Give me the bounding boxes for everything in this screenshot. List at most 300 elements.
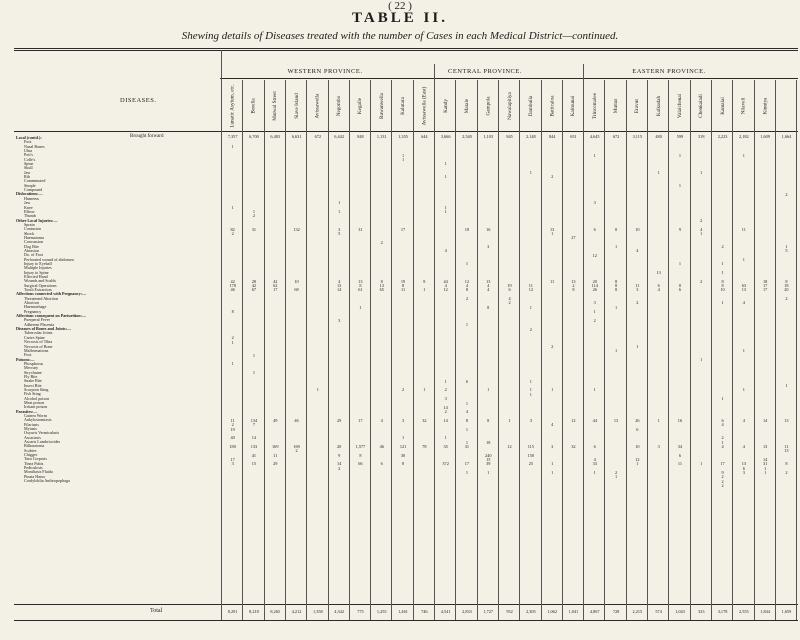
table-cell: 1 [529, 378, 532, 384]
table-cell: 2 [295, 448, 298, 454]
disease-row-label: Threatened Abortion [24, 296, 58, 301]
disease-row-label: Pregnancy [24, 309, 42, 314]
table-cell: 4 [465, 283, 469, 289]
table-cell: 63 [741, 283, 746, 289]
table-cell: 1 [742, 256, 745, 262]
top-rule [14, 48, 798, 49]
column-header-label: Nawalapitiya [506, 92, 513, 120]
table-cell: 1 [316, 387, 319, 393]
table-cell: 40 [230, 435, 235, 441]
table-cell: 6 [465, 378, 469, 384]
total-value: 4,342 [334, 609, 344, 614]
table-cell: 4 [465, 409, 469, 415]
column-rule [775, 80, 776, 620]
table-cell: 1 [742, 152, 745, 158]
total-value: 1,844 [760, 609, 770, 614]
brought-forward-value: 845 [506, 134, 513, 139]
table-cell: 4 [657, 287, 660, 293]
brought-forward-value: 318 [698, 134, 705, 139]
disease-row-label: Bilharzioma [24, 444, 45, 449]
disease-row-label: Shock [24, 231, 35, 236]
brought-forward-value: 1,131 [376, 134, 387, 139]
table-cell: 13 [656, 270, 661, 275]
table-cell: 16 [486, 226, 491, 232]
table-cell: 11 [741, 226, 746, 232]
table-cell: 1 [678, 152, 682, 158]
column-header-label: Eravur [634, 98, 641, 114]
table-cell: 121 [399, 444, 407, 449]
table-cell: 4 [700, 226, 703, 232]
column-rule [583, 64, 584, 620]
column-header [757, 82, 773, 130]
table-cell: 2 [700, 217, 703, 223]
table-cell: 5 [338, 230, 341, 236]
table-cell: 2 [721, 243, 724, 249]
column-header-label: Kalkudah [655, 95, 662, 117]
table-cell: 14 [762, 457, 768, 463]
table-cell: 31 [251, 226, 257, 232]
table-cell: 2 [636, 300, 639, 306]
table-cell: 18 [486, 439, 491, 445]
table-cell: 4 [721, 422, 724, 428]
disease-row-label: Ulna [24, 149, 32, 154]
disease-row-label: Strychnine [24, 370, 42, 375]
table-cell: 180 [229, 444, 236, 449]
table-cell: 1 [593, 387, 596, 393]
column-rule [477, 80, 478, 620]
table-cell: 1 [423, 387, 426, 393]
total-value: 2,555 [739, 609, 749, 614]
disease-group-heading: Dislocations:— [16, 192, 43, 197]
disease-row-label: Dog Bite [24, 244, 39, 249]
table-cell: 30 [400, 452, 406, 458]
table-cell: 2 [700, 278, 703, 284]
column-header-label: Kandy [442, 99, 449, 113]
table-cell: 2 [252, 213, 256, 219]
table-cell: 18 [762, 278, 768, 284]
table-cell: 13 [549, 226, 555, 232]
column-rule [541, 80, 542, 620]
brought-forward-value: 651 [570, 134, 577, 139]
table-cell: 6 [593, 444, 596, 449]
table-cell: 13 [358, 278, 363, 284]
total-value: 8,291 [227, 609, 238, 614]
table-cell: 13 [741, 461, 746, 467]
disease-row-label: Ascariasis [24, 435, 41, 440]
table-cell: 4 [444, 283, 447, 289]
table-cell: 6 [721, 417, 724, 423]
column-header [438, 82, 454, 130]
disease-row-label: Pinata Harus [24, 474, 46, 479]
table-cell: 68 [294, 287, 299, 293]
table-cell: 1 [508, 417, 511, 423]
table-cell: 1 [529, 387, 532, 393]
disease-row-label: Foot [24, 353, 32, 358]
table-cell: 6 [380, 461, 383, 467]
table-cell: 10 [294, 278, 299, 284]
table-cell: 11 [635, 283, 640, 289]
brought-forward-value: 480 [655, 134, 662, 139]
province-western: WESTERN PROVINCE. [287, 68, 363, 75]
total-value: 8,265 [270, 609, 281, 614]
table-cell: 132 [293, 226, 300, 232]
disease-row-label: Simple [24, 183, 36, 188]
table-cell: 26 [592, 287, 597, 293]
table-cell: 8 [614, 278, 618, 284]
disease-group-heading: Poisons:— [16, 357, 35, 362]
disease-row-label: Mercury [24, 366, 39, 371]
disease-row-label: Irritant poison [24, 405, 48, 410]
table-cell: 10 [720, 287, 725, 293]
column-rule [519, 80, 520, 620]
table-cell: 2 [231, 230, 234, 236]
total-value: 1,727 [483, 609, 494, 614]
disease-row-label: Guinea Worm [24, 414, 47, 418]
table-cell: 1 [721, 396, 724, 402]
table-cell: 1 [614, 348, 618, 354]
total-value: 746 [421, 609, 428, 614]
disease-row-label: Rib [24, 175, 30, 180]
brought-forward-value: 1,609 [760, 134, 770, 139]
brought-forward-value: 672 [612, 134, 620, 139]
table-cell: 3 [636, 287, 639, 293]
table-cell: 14 [762, 417, 768, 423]
table-cell: 29 [273, 461, 278, 467]
table-cell: 18 [464, 226, 470, 232]
table-title: TABLE II. [352, 10, 448, 26]
table-cell: 8 [380, 278, 383, 284]
disease-row-label: Injury to Spine [24, 270, 49, 275]
table-cell: 1 [529, 169, 532, 175]
table-cell: 2 [721, 483, 724, 489]
table-cell: 4 [338, 278, 341, 284]
disease-row-label: Injury to Eyeball [24, 261, 52, 266]
table-cell: 14 [443, 417, 448, 423]
column-rule [285, 80, 286, 620]
table-cell: 169 [272, 444, 279, 449]
table-cell: 33 [592, 461, 597, 467]
table-cell: 28 [251, 278, 257, 284]
table-cell: 3 [657, 444, 660, 449]
disease-row-label: Colle's [24, 157, 36, 162]
table-cell: 2 [721, 474, 724, 480]
disease-group-heading: Affections connected with Pregnancy:— [16, 292, 87, 297]
table-cell: 1 [593, 309, 596, 315]
table-cell: 1 [423, 287, 426, 293]
disease-row-label: Caries Spine [24, 335, 45, 340]
brought-forward-value: 4,645 [589, 134, 600, 139]
table-cell: 2 [785, 191, 788, 197]
brought-forward-value: 599 [676, 134, 684, 139]
table-cell: 6 [742, 465, 745, 471]
table-cell: 35 [443, 444, 448, 449]
table-cell: 14 [336, 287, 342, 293]
disease-row-label: Abortion [24, 301, 39, 306]
column-rule [434, 64, 435, 620]
table-cell: 1 [785, 243, 788, 249]
table-cell: 8 [359, 452, 362, 458]
table-cell: 11 [230, 417, 235, 423]
brought-forward-value: 2,540 [462, 134, 472, 139]
table-cell: 12 [592, 252, 597, 258]
table-cell: 1 [338, 209, 341, 215]
table-cell: 1 [444, 378, 447, 384]
disease-row-label: Concussion [24, 240, 44, 245]
brought-forward-value: 848 [357, 134, 364, 139]
table-cell: 2 [785, 296, 788, 302]
table-cell: 1 [338, 200, 341, 206]
column-header-label: Nilaveli [740, 97, 747, 115]
table-cell: 3 [529, 417, 532, 423]
table-cell: 20 [336, 444, 342, 449]
table-cell: 4 [593, 457, 596, 463]
disease-row-label: Haematoma [24, 235, 44, 240]
table-cell: 1 [551, 461, 554, 467]
table-cell: 14 [251, 435, 257, 441]
table-cell: 1 [444, 174, 447, 180]
table-cell: 17 [464, 461, 470, 467]
disease-row-label: Wounds and Scalds [24, 279, 56, 284]
disease-row-label: Meat poison [24, 400, 45, 405]
table-cell: 11 [400, 287, 406, 293]
table-cell: 1 [657, 169, 660, 175]
table-cell: 2 [444, 409, 447, 415]
table-cell: 17 [720, 461, 725, 467]
table-cell: 8 [465, 417, 469, 423]
table-cell: 31 [762, 461, 768, 467]
disease-row-label: Chigger [24, 453, 38, 458]
column-header [225, 82, 241, 130]
disease-row-label: Taea Corporis [24, 457, 48, 462]
table-cell: 1 [636, 461, 639, 467]
table-cell: 6 [636, 426, 639, 432]
column-header [608, 82, 624, 130]
column-header [629, 82, 645, 130]
table-cell: 61 [358, 287, 363, 293]
column-header [502, 82, 518, 130]
table-cell: 12 [571, 417, 576, 423]
disease-row-label: Myiasis [24, 427, 37, 432]
column-rule [498, 80, 499, 620]
table-cell: 13 [784, 417, 789, 423]
table-cell: 3 [593, 300, 596, 306]
table-cell: 4 [742, 300, 745, 306]
table-cell: 3 [401, 417, 405, 423]
table-cell: 3 [338, 317, 341, 323]
disease-row-label: Tooth Extraction [24, 288, 52, 293]
column-rule [328, 80, 329, 620]
table-cell: 1 [742, 348, 745, 354]
table-cell: 1 [465, 470, 469, 476]
column-header [310, 82, 326, 130]
disease-group-heading: Parasites:— [16, 409, 38, 414]
disease-row-label: Tubercular Joints [24, 331, 53, 336]
table-cell: 1 [465, 439, 469, 445]
column-header-label: Muttur [613, 98, 620, 114]
column-rule [647, 80, 648, 620]
table-cell: 8 [678, 283, 682, 289]
table-cell: 1 [359, 304, 362, 310]
top-rule-thin [14, 50, 798, 51]
table-cell: 6 [508, 287, 511, 293]
table-cell: 9 [721, 470, 724, 476]
total-value: 1,062 [547, 609, 557, 614]
disease-row-label: Snake Bite [24, 379, 42, 384]
table-cell: 1 [551, 470, 554, 476]
table-cell: 3 [338, 226, 341, 232]
table-cell: 114 [591, 283, 598, 289]
table-cell: 13 [571, 278, 576, 284]
disease-row-label: Ankylostomiasis [24, 418, 52, 423]
table-cell: 10 [635, 226, 640, 232]
province-eastern: EASTERN PROVINCE. [632, 68, 706, 75]
column-header-label: Kinniya [762, 97, 769, 115]
table-cell: 2 [338, 465, 341, 471]
total-value: 1,358 [313, 609, 323, 614]
table-cell: 1 [465, 322, 469, 328]
disease-row-label: Puerperal Fever [24, 318, 51, 323]
table-cell: 4 [380, 417, 383, 423]
table-cell: 42 [273, 278, 278, 284]
table-cell: 12 [443, 287, 448, 293]
total-value: 1,043 [675, 609, 685, 614]
column-header-label: Avissawella (East) [421, 86, 428, 126]
column-header-label: Batticaloa [549, 95, 556, 117]
column-header-label: Gampola [485, 96, 492, 116]
disease-row-label: Ascaris Lumbricoides [24, 440, 61, 445]
total-value: 8,218 [249, 609, 259, 614]
disease-row-label: Compound [24, 188, 43, 193]
disease-row-label: Contusion [24, 227, 41, 232]
column-header-label: Dambulla [527, 95, 534, 117]
table-cell: 17 [230, 457, 235, 463]
table-cell: 2 [401, 387, 405, 393]
table-cell: 82 [230, 226, 235, 232]
total-label: Total [150, 608, 163, 614]
table-subtitle: Shewing details of Diseases treated with the number of Cases in each Medical District—continued. [181, 30, 619, 42]
table-cell: 44 [592, 417, 597, 423]
table-cell: 1 [252, 370, 256, 376]
table-cell: 1 [401, 156, 405, 162]
column-header [544, 82, 560, 130]
column-header [480, 82, 496, 130]
table-cell: 15 [486, 457, 491, 463]
disease-row-label: Knee [24, 205, 33, 210]
column-header [523, 82, 539, 130]
table-cell: 134 [250, 417, 258, 423]
table-cell: 1 [465, 426, 469, 432]
column-header-label: Kegalle [357, 97, 364, 115]
disease-row-label: Pediculosis [24, 466, 43, 471]
column-header [715, 82, 731, 130]
disease-group-heading: Diseases of Bones and Joints:— [16, 327, 72, 332]
column-rule [668, 80, 669, 620]
total-value: 952 [506, 609, 513, 614]
table-cell: 2 [231, 335, 234, 341]
disease-row-label: Comminuted [24, 179, 46, 184]
table-cell: 12 [464, 278, 470, 284]
table-cell: 31 [358, 226, 363, 232]
column-header [395, 82, 411, 130]
table-cell: 4 [551, 422, 554, 428]
total-value: 4,212 [291, 609, 302, 614]
table-cell: 1 [529, 304, 532, 310]
table-cell: 44 [443, 278, 448, 284]
table-cell: 11 [677, 461, 682, 467]
column-header [672, 82, 688, 130]
table-cell: 11 [550, 278, 555, 284]
page-number: ( 22 ) [388, 0, 412, 12]
brought-forward-value: 844 [548, 134, 556, 139]
column-header-label: Kantalai [719, 97, 726, 115]
disease-row-label: Adherent Placenta [24, 322, 55, 327]
table-cell: 19 [507, 283, 512, 289]
table-cell: 1 [614, 304, 618, 310]
table-cell: 9 [338, 452, 341, 458]
table-cell: 1 [444, 161, 447, 167]
total-value: 3,178 [717, 609, 728, 614]
column-header [459, 82, 475, 130]
table-cell: 67 [251, 287, 257, 293]
column-header [693, 82, 709, 130]
table-cell: 1 [444, 209, 447, 215]
table-cell: 4 [742, 417, 745, 423]
header-bottom-rule [14, 131, 798, 132]
table-cell: 8 [423, 278, 426, 284]
table-cell: 1 [551, 230, 554, 236]
column-header [416, 82, 432, 130]
table-cell: 26 [635, 417, 640, 423]
disease-row-label: Multiple Injuries [24, 266, 52, 271]
table-cell: 1 [764, 470, 767, 476]
table-cell: 17 [762, 287, 768, 293]
table-cell: 13 [613, 417, 619, 423]
table-cell: 8 [614, 287, 618, 293]
table-cell: 1 [252, 209, 256, 215]
disease-row-label: Surgical Operations [24, 283, 57, 288]
table-cell: 1 [465, 261, 469, 267]
column-header-label: Ruwanwella [378, 93, 385, 119]
table-cell: 2 [529, 326, 532, 332]
table-cell: 4 [721, 444, 724, 449]
disease-row-label: Fly Bite [24, 374, 38, 379]
disease-list [16, 136, 216, 484]
disease-row-label: Phosphorus [24, 361, 44, 366]
disease-row-label: Haemorrhage [24, 305, 47, 310]
table-cell: 12 [507, 444, 512, 449]
total-value: 728 [612, 609, 620, 614]
disease-row-label: Thumb [24, 214, 36, 219]
column-header [374, 82, 390, 130]
disease-row-label: Foot [24, 140, 32, 145]
total-value: 2,833 [462, 609, 472, 614]
table-cell: 14 [336, 461, 342, 467]
table-cell: 13 [486, 278, 491, 284]
brought-forward-value: 2,148 [526, 134, 536, 139]
table-cell: 1 [678, 183, 682, 188]
table-cell: 372 [442, 461, 449, 467]
table-cell: 8 [231, 309, 234, 315]
total-value: 1,041 [568, 609, 579, 614]
brought-forward-label: Brought forward [130, 134, 164, 139]
table-cell: 3 [444, 396, 447, 402]
table-cell: 8 [614, 226, 618, 232]
table-cell: 10 [635, 444, 640, 449]
column-header [289, 82, 305, 130]
table-cell: 6 [657, 283, 660, 289]
table-cell: 31 [464, 444, 470, 449]
table-cell: 1 [764, 465, 767, 471]
